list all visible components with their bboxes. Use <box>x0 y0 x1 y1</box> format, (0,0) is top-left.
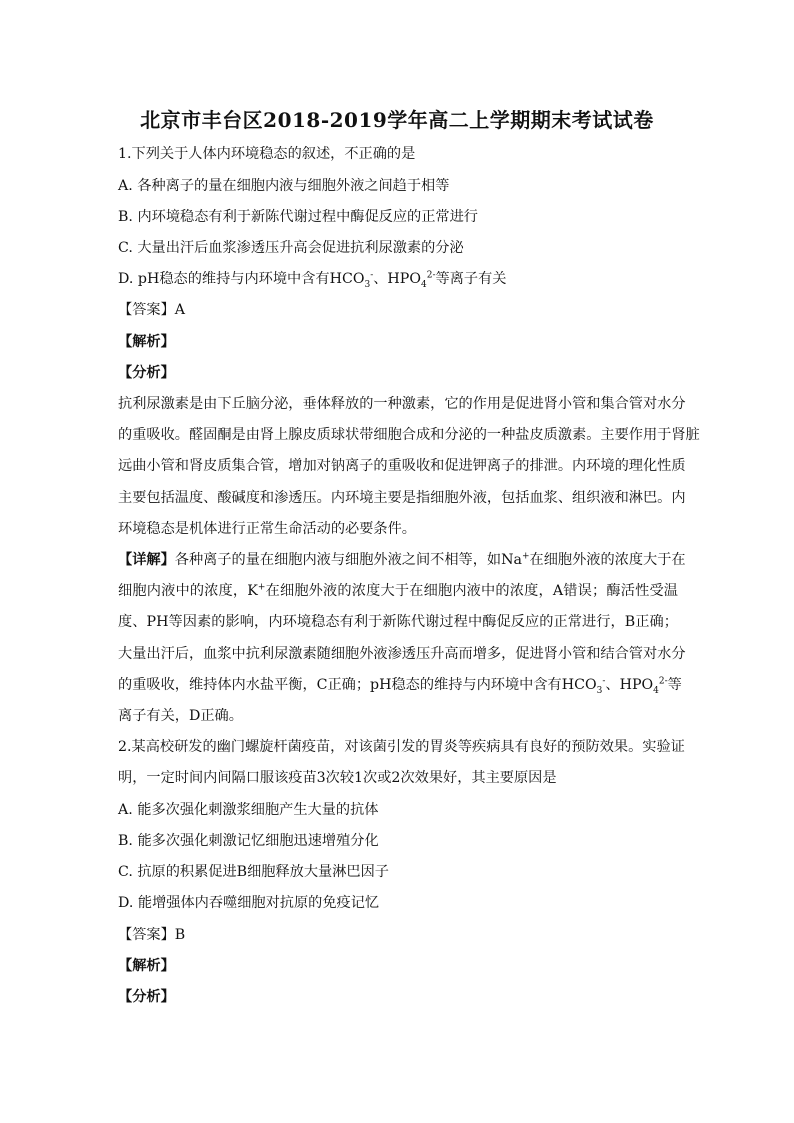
q2-option-b: B. 能多次强化刺激记忆细胞迅速增殖分化 <box>118 833 379 849</box>
q2-stem-line: 2.某高校研发的幽门螺旋杆菌疫苗，对该菌引发的胃炎等疾病具有良好的预防效果。实验证 <box>118 739 685 755</box>
q1-detail-label: 【详解】 <box>118 552 175 568</box>
q1-analysis-line: 的重吸收。醛固酮是由肾上腺皮质球状带细胞合成和分泌的一种盐皮质激素。主要作用于肾脏 <box>118 427 700 443</box>
q1-answer: 【答案】A <box>118 302 185 318</box>
q1-detail-line <box>118 675 682 696</box>
q1-option-c: C. 大量出汗后血浆渗透压升高会促进抗利尿激素的分泌 <box>118 240 464 256</box>
q1-detail-line: 度、PH等因素的影响，内环境稳态有利于新陈代谢过程中酶促反应的正常进行，B正确； <box>118 614 678 630</box>
q2-option-c: C. 抗原的积累促进B细胞释放大量淋巴因子 <box>118 864 389 880</box>
q1-detail-line: 离子有关，D正确。 <box>118 708 243 724</box>
q1-detail-text: 、HPO <box>605 677 654 693</box>
q1-stem: 1.下列关于人体内环境稳态的叙述，不正确的是 <box>118 146 416 162</box>
q1-analysis-line: 环境稳态是机体进行正常生命活动的必要条件。 <box>118 521 416 537</box>
q2-fenxi-label: 【分析】 <box>118 989 175 1005</box>
q1-fenxi-label: 【分析】 <box>118 365 175 381</box>
q1-detail-sup: 2- <box>658 676 668 687</box>
q1-option-d-text-2: 、HPO <box>373 271 421 287</box>
q1-analysis-line: 主要包括温度、酸碱度和渗透压。内环境主要是指细胞外液，包括血浆、组织液和淋巴。内 <box>118 490 686 506</box>
q1-detail-text: 在细胞外液的浓度大于在 <box>529 552 686 568</box>
q1-analysis-line: 远曲小管和肾皮质集合管，增加对钠离子的重吸收和促进钾离子的排泄。内环境的理化性质 <box>118 458 686 474</box>
q1-option-d-sub-2: 4 <box>420 279 427 290</box>
q1-option-b: B. 内环境稳态有利于新陈代谢过程中酶促反应的正常进行 <box>118 209 478 225</box>
q1-detail-line <box>118 581 678 601</box>
q2-jiexi-label: 【解析】 <box>118 958 175 974</box>
q1-detail-text: 细胞内液中的浓度，K <box>118 583 258 599</box>
q1-detail-text: 等 <box>667 677 682 693</box>
q2-option-d: D. 能增强体内吞噬细胞对抗原的免疫记忆 <box>118 895 380 911</box>
q1-detail-sup: - <box>602 676 606 687</box>
q1-option-d-text-3: 等离子有关 <box>435 271 507 287</box>
q1-detail-line <box>118 550 686 570</box>
q1-jiexi-label: 【解析】 <box>118 334 175 350</box>
q1-detail-sub: 4 <box>653 685 659 696</box>
q1-detail-sup: + <box>521 551 530 562</box>
q1-option-d-sup-1: - <box>370 270 374 281</box>
q1-detail-sub: 3 <box>596 685 603 696</box>
q1-detail-text: 的重吸收，维持体内水盐平衡，C正确；pH稳态的维持与内环境中含有HCO <box>118 677 597 693</box>
q1-option-d <box>118 269 678 289</box>
q2-stem-line: 明，一定时间内间隔口服该疫苗3次较1次或2次效果好，其主要原因是 <box>118 770 557 786</box>
q1-option-d-sub-1: 3 <box>364 279 371 290</box>
q1-analysis-line: 抗利尿激素是由下丘脑分泌，垂体释放的一种激素，它的作用是促进肾小管和集合管对水分 <box>118 396 686 412</box>
q1-option-d-sup-2: 2- <box>426 270 436 281</box>
q1-detail-sup: + <box>257 582 266 593</box>
q1-option-a: A. 各种离子的量在细胞内液与细胞外液之间趋于相等 <box>118 178 450 194</box>
page-title: 北京市丰台区2018-2019学年高二上学期期末考试试卷 <box>140 108 654 132</box>
q2-option-a: A. 能多次强化刺激浆细胞产生大量的抗体 <box>118 802 379 818</box>
q1-detail-text: 在细胞外液的浓度大于在细胞内液中的浓度，A错误；酶活性受温 <box>265 583 678 599</box>
q1-detail-line: 大量出汗后，血浆中抗利尿激素随细胞外液渗透压升高而增多，促进肾小管和结合管对水分 <box>118 646 686 662</box>
q1-detail-text: 各种离子的量在细胞内液与细胞外液之间不相等，如Na <box>174 552 522 568</box>
q2-answer: 【答案】B <box>118 927 186 943</box>
q1-option-d-text-1: D. pH稳态的维持与内环境中含有HCO <box>118 271 365 287</box>
